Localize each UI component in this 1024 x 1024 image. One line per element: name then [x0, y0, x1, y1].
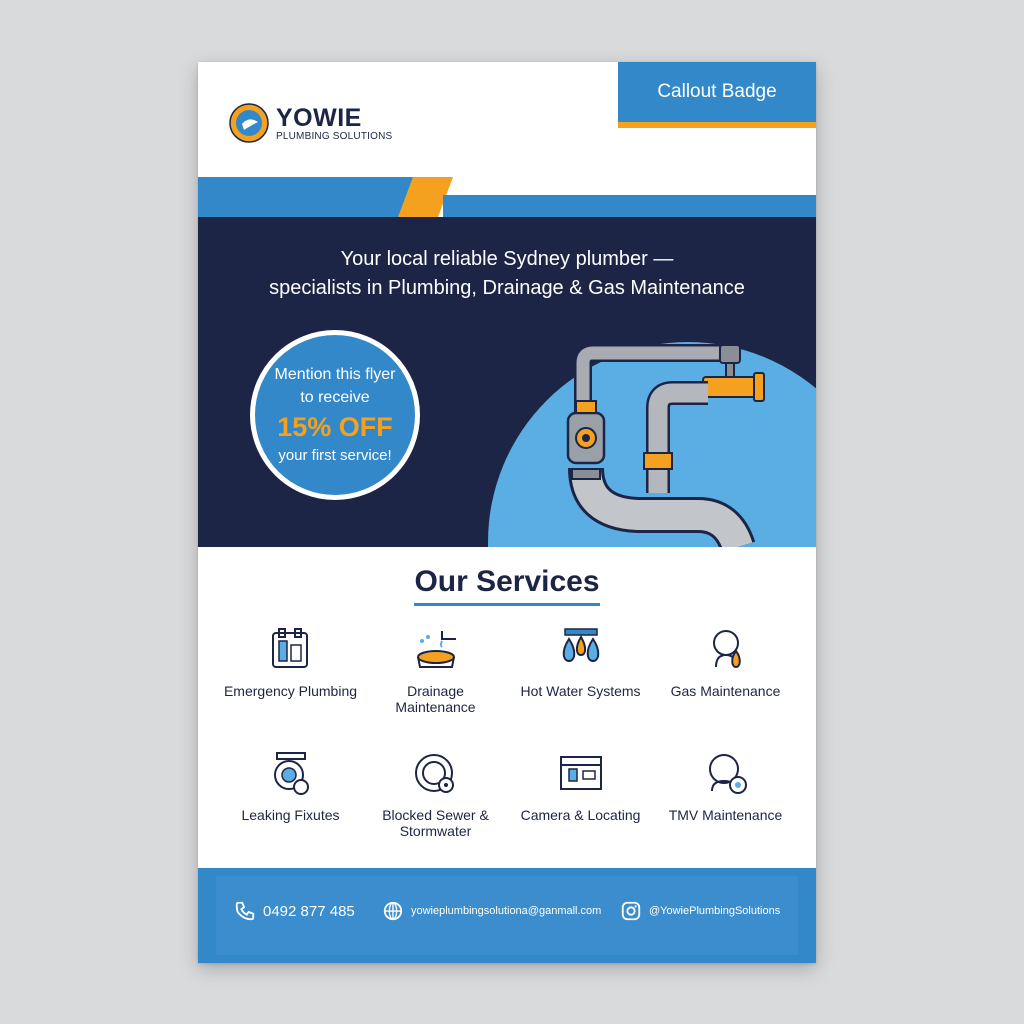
service-label: Drainage Maintenance: [395, 683, 476, 715]
service-label: Hot Water Systems: [520, 683, 641, 699]
service-item: [508, 627, 653, 719]
social-handle: @YowiePlumbingSolutions: [649, 905, 781, 917]
service-label: Blocked Sewer & Stormwater: [382, 807, 489, 839]
hero-headline: [198, 245, 816, 303]
offer-line-3: your first service!: [278, 447, 392, 464]
instagram-icon: [620, 900, 642, 922]
service-item: [218, 751, 363, 843]
service-label: Gas Maintenance: [670, 683, 781, 699]
offer-discount: 15% OFF: [277, 412, 393, 442]
gas-flame-icon: [702, 627, 750, 673]
service-item: [508, 751, 653, 843]
yowie-logo-icon: [228, 102, 270, 144]
camera-pipe-icon: [557, 751, 605, 797]
service-label: TMV Maintenance: [668, 807, 783, 823]
drain-icon: [412, 627, 460, 673]
service-label: Camera & Locating: [520, 807, 641, 823]
brand-tagline: PLUMBING SOLUTIONS: [276, 130, 393, 142]
service-item: [653, 751, 798, 843]
service-item: [218, 627, 363, 719]
contact-email[interactable]: [382, 900, 601, 922]
hero-line-2: specialists in Plumbing, Drainage & Gas Maintenance: [269, 277, 745, 299]
services-title: Our Services: [414, 565, 599, 606]
callout-badge: Callout Badge: [618, 62, 816, 128]
valve-gauge-icon: [702, 751, 750, 797]
service-label: Leaking Fixutes: [241, 807, 340, 823]
service-item: [653, 627, 798, 719]
hero-section: [198, 217, 816, 547]
leak-fixture-icon: [267, 751, 315, 797]
toolbox-icon: [267, 627, 315, 673]
phone-icon: [234, 900, 256, 922]
service-label: Emergency Plumbing: [223, 683, 358, 699]
water-drops-icon: [557, 627, 605, 673]
email-address: yowieplumbingsolutiona@ganmall.com: [411, 905, 602, 917]
sewer-icon: [412, 751, 460, 797]
pipe-tap-illustration: [548, 343, 768, 547]
contact-phone[interactable]: [234, 900, 355, 922]
service-item: [363, 751, 508, 843]
contact-social[interactable]: [620, 900, 780, 922]
contact-footer: [198, 868, 816, 963]
services-heading: [198, 565, 816, 606]
header-stripes: [198, 177, 816, 217]
brand-logo: [228, 102, 392, 144]
offer-line-2: to receive: [300, 389, 370, 406]
discount-offer-circle: [250, 330, 420, 500]
brand-name: YOWIE: [276, 103, 362, 132]
offer-line-1: Mention this flyer: [274, 366, 396, 383]
hero-line-1: Your local reliable Sydney plumber —: [340, 248, 674, 270]
flyer: [198, 62, 816, 963]
phone-number: 0492 877 485: [263, 902, 355, 920]
globe-icon: [382, 900, 404, 922]
services-grid: [218, 627, 816, 843]
service-item: [363, 627, 508, 719]
